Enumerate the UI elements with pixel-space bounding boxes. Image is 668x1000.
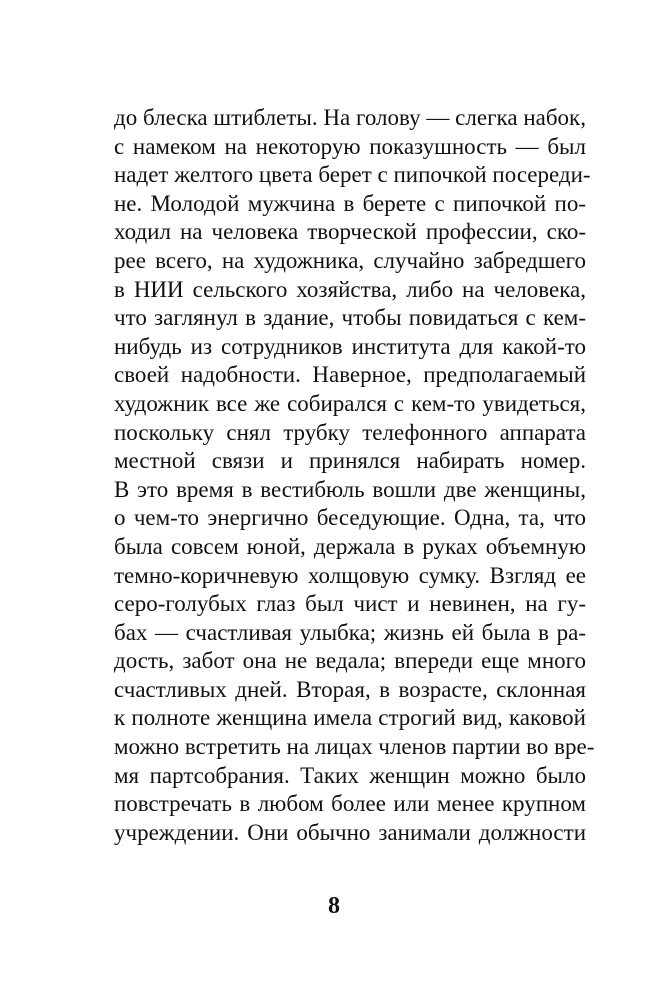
- page-number: 8: [328, 893, 340, 919]
- text-line: была совсем юной, держала в руках объемную: [114, 533, 586, 559]
- text-line: бах — счастливая улыбка; жизнь ей была в ра-: [114, 619, 586, 645]
- text-line: мя партсобрания. Таких женщин можно было: [114, 762, 586, 788]
- text-line: В это время в вестибюль вошли две женщины,: [114, 476, 586, 502]
- body-text: [114, 104, 595, 847]
- text-line: нибудь из сотрудников института для какой-то: [114, 333, 586, 359]
- text-line: своей надобности. Наверное, предполагаемый: [114, 362, 586, 388]
- text-line: можно встретить на лицах членов партии во вре-: [114, 734, 595, 760]
- text-line: о чем-то энергично беседующие. Одна, та, что: [114, 505, 586, 531]
- text-line: с намеком на некоторую показушность — был: [114, 133, 586, 159]
- text-line: что заглянул в здание, чтобы повидаться с кем-: [114, 305, 586, 331]
- text-line: местной связи и принялся набирать номер.: [114, 448, 586, 474]
- text-line: счастливых дней. Вторая, в возрасте, склонная: [114, 676, 586, 702]
- text-line: до блеска штиблеты. На голову — слегка набок,: [114, 105, 586, 130]
- text-line: учреждении. Они обычно занимали должности: [114, 819, 586, 845]
- text-line: дость, забот она не ведала; впереди еще много: [114, 648, 586, 674]
- text-line: надет желтого цвета берет с пипочкой посереди-: [114, 162, 591, 188]
- text-line: не. Молодой мужчина в берете с пипочкой по-: [114, 190, 586, 216]
- text-line: в НИИ сельского хозяйства, либо на человека,: [114, 276, 586, 302]
- text-line: серо-голубых глаз был чист и невинен, на гу-: [114, 591, 586, 617]
- text-line: художник все же собирался с кем-то увидеться,: [114, 390, 586, 416]
- text-line: темно-коричневую холщовую сумку. Взгляд ее: [114, 562, 586, 588]
- text-line: поскольку снял трубку телефонного аппарата: [114, 419, 586, 445]
- text-line: ходил на человека творческой профессии, ско-: [114, 219, 586, 245]
- text-line: повстречать в любом более или менее крупном: [114, 791, 586, 817]
- text-line: рее всего, на художника, случайно забредшего: [114, 247, 586, 273]
- text-line: к полноте женщина имела строгий вид, каковой: [114, 705, 586, 731]
